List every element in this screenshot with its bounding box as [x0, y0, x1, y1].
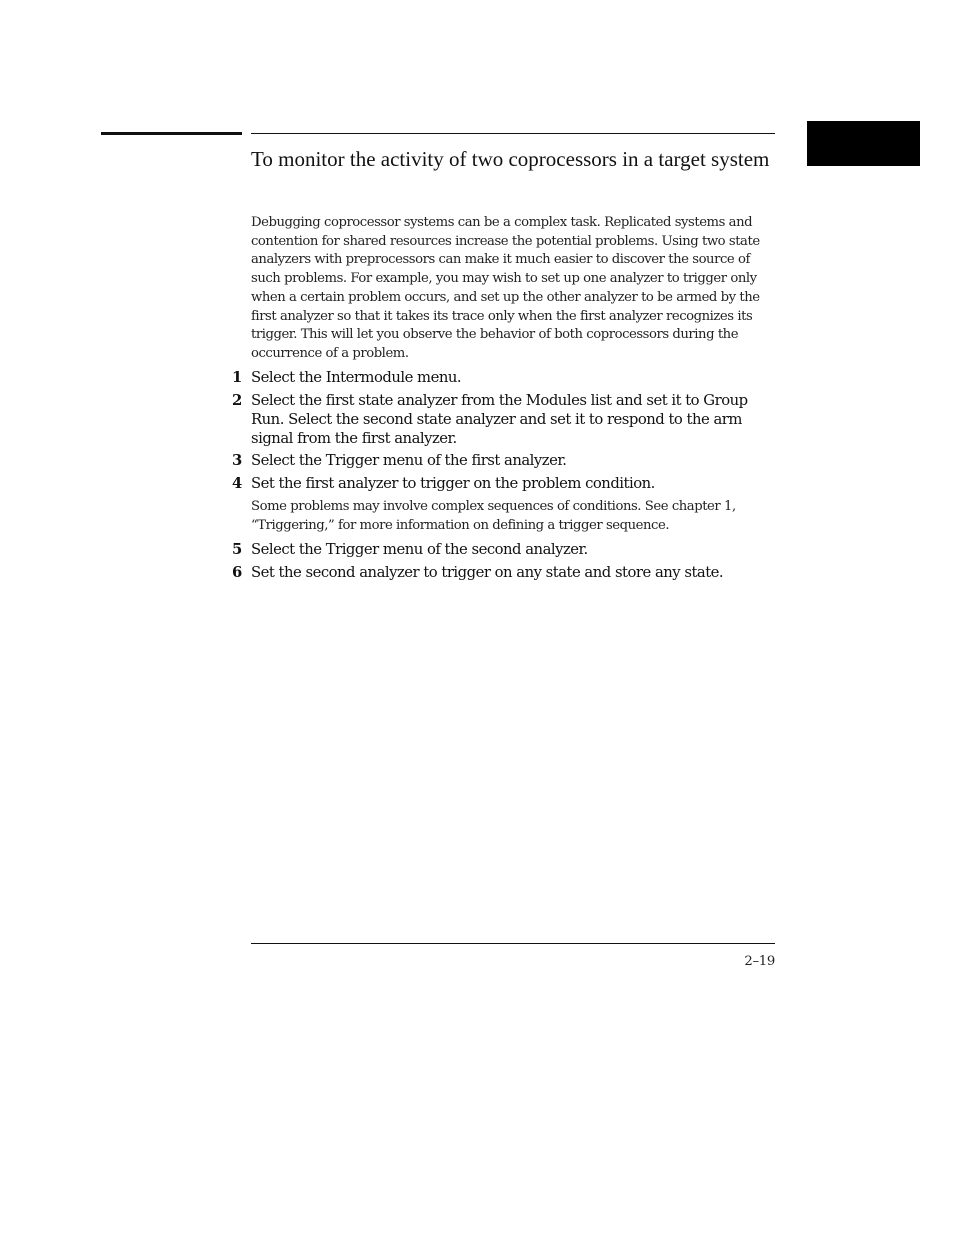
- step-number: 2: [232, 392, 242, 409]
- step-2: [232, 391, 781, 448]
- page-number: 2–19: [744, 954, 775, 969]
- step-number: 5: [232, 541, 242, 558]
- step-3: [232, 451, 781, 470]
- chapter-rule: [101, 132, 242, 135]
- step-4-note: Some problems may involve complex sequences of conditions. See chapter 1, “Triggering,” for more information on defining a trigger sequence.: [251, 499, 736, 533]
- step-5: [232, 540, 781, 559]
- step-number: 3: [232, 452, 242, 469]
- step-text: Set the second analyzer to trigger on any state and store any state.: [251, 564, 724, 581]
- step-text: Select the first state analyzer from the Modules list and set it to Group Run. Select the second state analyzer and set it to respond to the arm signal from the first analyzer.: [251, 392, 748, 447]
- step-4: [232, 474, 781, 493]
- step-text: Select the Intermodule menu.: [251, 369, 462, 386]
- step-number: 1: [232, 369, 242, 386]
- step-6: [232, 563, 781, 582]
- chapter-thumb-tab: [807, 121, 920, 166]
- step-number: 6: [232, 564, 242, 581]
- intro-paragraph: Debugging coprocessor systems can be a complex task. Replicated systems and contention for shared resources increase the potential problems. Using two state analyzers with preprocessors can make it much easier to discover the source of such problems. For example, you may wish to set up one analyzer to trigger only when a certain problem occurs, and set up the other analyzer to be armed by the first analyzer so that it takes its trace only when the first analyzer recognizes its trigger. This will let you observe the behavior of both coprocessors during the occurrence of a problem.: [251, 215, 760, 361]
- header-rule: [251, 133, 775, 134]
- footer-rule: [251, 943, 775, 944]
- step-number: 4: [232, 475, 242, 492]
- section-title: To monitor the activity of two coprocessors in a target system: [251, 147, 770, 171]
- step-text: Select the Trigger menu of the second analyzer.: [251, 541, 588, 558]
- step-1: [232, 368, 781, 387]
- step-text: Set the first analyzer to trigger on the problem condition.: [251, 475, 655, 492]
- step-text: Select the Trigger menu of the first analyzer.: [251, 452, 567, 469]
